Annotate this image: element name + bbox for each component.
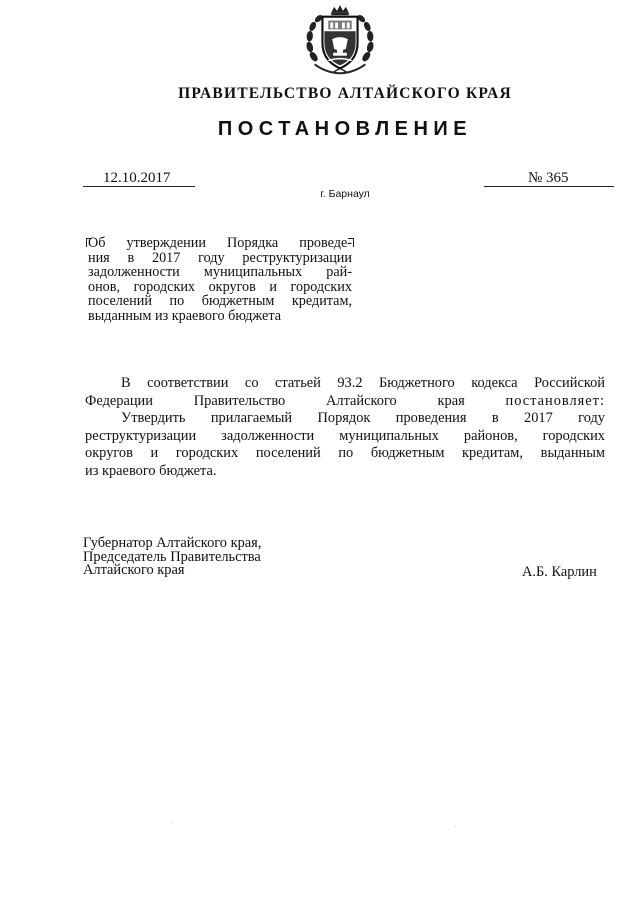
body-line: реструктуризации задолженности муниципальных районов, городских [85, 427, 605, 444]
document-type: ПОСТАНОВЛЕНИЕ [217, 118, 473, 140]
subject-line: задолженности муниципальных рай- [88, 264, 352, 280]
subject-line: выданным из краевого бюджета [88, 307, 282, 324]
city-label: г. Барнаул [320, 188, 370, 200]
body-line-text: Федерации Правительство Алтайского края [85, 392, 465, 409]
body-line [85, 393, 605, 411]
subject-line: ния в 2017 году реструктуризации [88, 249, 352, 266]
body-line: Утвердить прилагаемый Порядок проведения в 2017 году [121, 410, 605, 426]
scan-speck [172, 822, 173, 823]
document-date: 12.10.2017 [103, 170, 171, 186]
body-line: В соответствии со статьей 93.2 Бюджетного кодекса Российской [121, 375, 605, 391]
body-line: из краевого бюджета. [85, 462, 217, 479]
decree-keyword: постановляет: [505, 392, 605, 409]
scan-speck [455, 826, 456, 827]
signer-name: А.Б. Карлин [522, 564, 597, 580]
signer-position-line: Губернатор Алтайского края, [83, 535, 262, 551]
coat-of-arms-icon [301, 4, 379, 82]
signer-position-line: Алтайского края [83, 562, 185, 578]
signer-position-line: Председатель Правительства [83, 548, 261, 565]
subject-line: поселений по бюджетным кредитам, [88, 293, 352, 309]
document-body [85, 375, 605, 480]
subject-line: Об утверждении Порядка проведе- [88, 235, 352, 251]
signer-position [83, 537, 261, 578]
document-subject [88, 236, 352, 323]
document-number: № 365 [528, 170, 569, 186]
body-line: округов и городских поселений по бюджетным кредитам, выданным [85, 445, 605, 461]
subject-line: онов, городских округов и городских [88, 278, 352, 295]
government-title: ПРАВИТЕЛЬСТВО АЛТАЙСКОГО КРАЯ [178, 85, 512, 102]
